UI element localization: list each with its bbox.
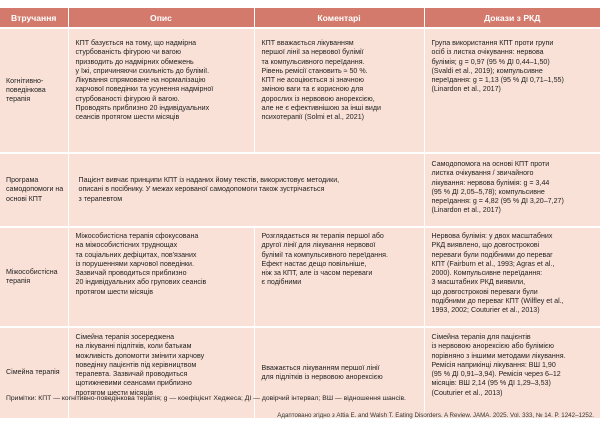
evidence-cell: Група використання КПТ проти групи осіб із листка очікування: нервова булімія; g = 0,97 (95 % ДІ 0,44–1,50) (Svaldi et al., 2019); компульсивне переїдання: g = 1,13 (95 % ДІ 0,71–1,55) (Linardon et al., 2017)	[424, 28, 600, 153]
evidence-cell: Сімейна терапія для пацієнтів із нервовою анорексією або булімією порівняно з іншими методами лікування. Ремісія наприкінці лікування: ВШ 1,90 (95 % ДІ 0,91–3,94). Ремісія через 6–12 місяців: ВШ 2,14 (95 % ДІ 1,29–3,53) (Couturier et al., 2013)	[424, 327, 600, 418]
description-merged-cell: Пацієнт вивчає принципи КПТ із наданих йому текстів, використовує методики, описані в посібнику. У межах керованої самодопомоги також зустрічається з терапевтом	[68, 153, 424, 227]
table-row	[0, 153, 600, 227]
description-cell: Міжособистісна терапія сфокусована на міжособистісних труднощах та соціальних дефіцитах, пов'язаних із порушеннями харчової поведінки. Зазвичай проводиться приблизно 20 індивідуальних або групових сеансів протягом шести місяців	[68, 227, 254, 327]
intervention-cell: Програма самодопомоги на основі КПТ	[0, 153, 68, 227]
description-cell: Сімейна терапія зосереджена на лікуванні підлітків, коли батькам можливість допомогти змінити харчову поведінку пацієнтів під керівництвом терапевта. Зазвичай проводиться щотижневими сеансами приблизно протягом шести місяців	[68, 327, 254, 418]
description-cell: КПТ базується на тому, що надмірна стурбованість фігурою чи вагою призводить до надмірних обмежень у їжі, спричиняючи схильність до булімії. Лікування спрямоване на нормалізацію харчової поведінки та усунення надмірної стурбованості фігурою й вагою. Проводять приблизно 20 індивідуальних сеансів протягом шести місяців	[68, 28, 254, 153]
header-description: Опис	[68, 8, 254, 28]
table-notes: Примітки: КПТ — когнітивно-поведінкова терапія; g — коефіцієнт Хеджеса; ДІ — довірчий інтервал; ВШ — відношення шансів.	[6, 395, 406, 402]
table-row	[0, 28, 600, 153]
comments-cell: КПТ вважається лікуванням першої лінії за нервової булімії та компульсивного переїдання. Рівень ремісії становить ≈ 50 %. КПТ не асоціюється зі значною зміною ваги та є корисною для дорослих із нервовою анорексією, але не є ефективнішою за інші види психотерапії (Solmi et al., 2021)	[254, 28, 424, 153]
comments-cell: Вважається лікуванням першої лінії для підлітків із нервовою анорексією	[254, 327, 424, 418]
table-row	[0, 327, 600, 418]
source-citation: Адаптовано згідно з Attia E. and Walsh T. Eating Disorders. A Review. JAMA. 2025. Vol. 333, № 14. P. 1242–1252.	[277, 412, 594, 419]
header-intervention: Втручання	[0, 8, 68, 28]
intervention-cell: Когнітивно-поведінкова терапія	[0, 28, 68, 153]
comments-cell: Розглядається як терапія першої або другої лінії для лікування нервової булімії та компульсивного переїдання. Ефект настає дещо повільніше, ніж за КПТ, але із часом переваги є подібними	[254, 227, 424, 327]
intervention-cell: Міжособистісна терапія	[0, 227, 68, 327]
comparison-table	[0, 8, 600, 418]
intervention-cell: Сімейна терапія	[0, 327, 68, 418]
header-comments: Коментарі	[254, 8, 424, 28]
evidence-cell: Нервова булімія: у двох масштабних РКД виявлено, що довгострокові переваги були подібними до переваг КПТ (Fairburn et al., 1993; Agras et al., 2000). Компульсивне переїдання: 3 масштабних РКД виявили, що довгострокові переваги були подібними до переваг КПТ (Wilfley et al., 1993, 2002; Couturier et al., 2013)	[424, 227, 600, 327]
evidence-cell: Самодопомога на основі КПТ проти листка очікування / звичайного лікування: нервова булімія: g = 3,44 (95 % ДІ 2,05–5,78); компульсивне переїдання: g = 4,82 (95 % ДІ 3,20–7,27) (Linardon et al., 2017)	[424, 153, 600, 227]
header-row	[0, 8, 600, 28]
header-evidence: Докази з РКД	[424, 8, 600, 28]
table-row	[0, 227, 600, 327]
